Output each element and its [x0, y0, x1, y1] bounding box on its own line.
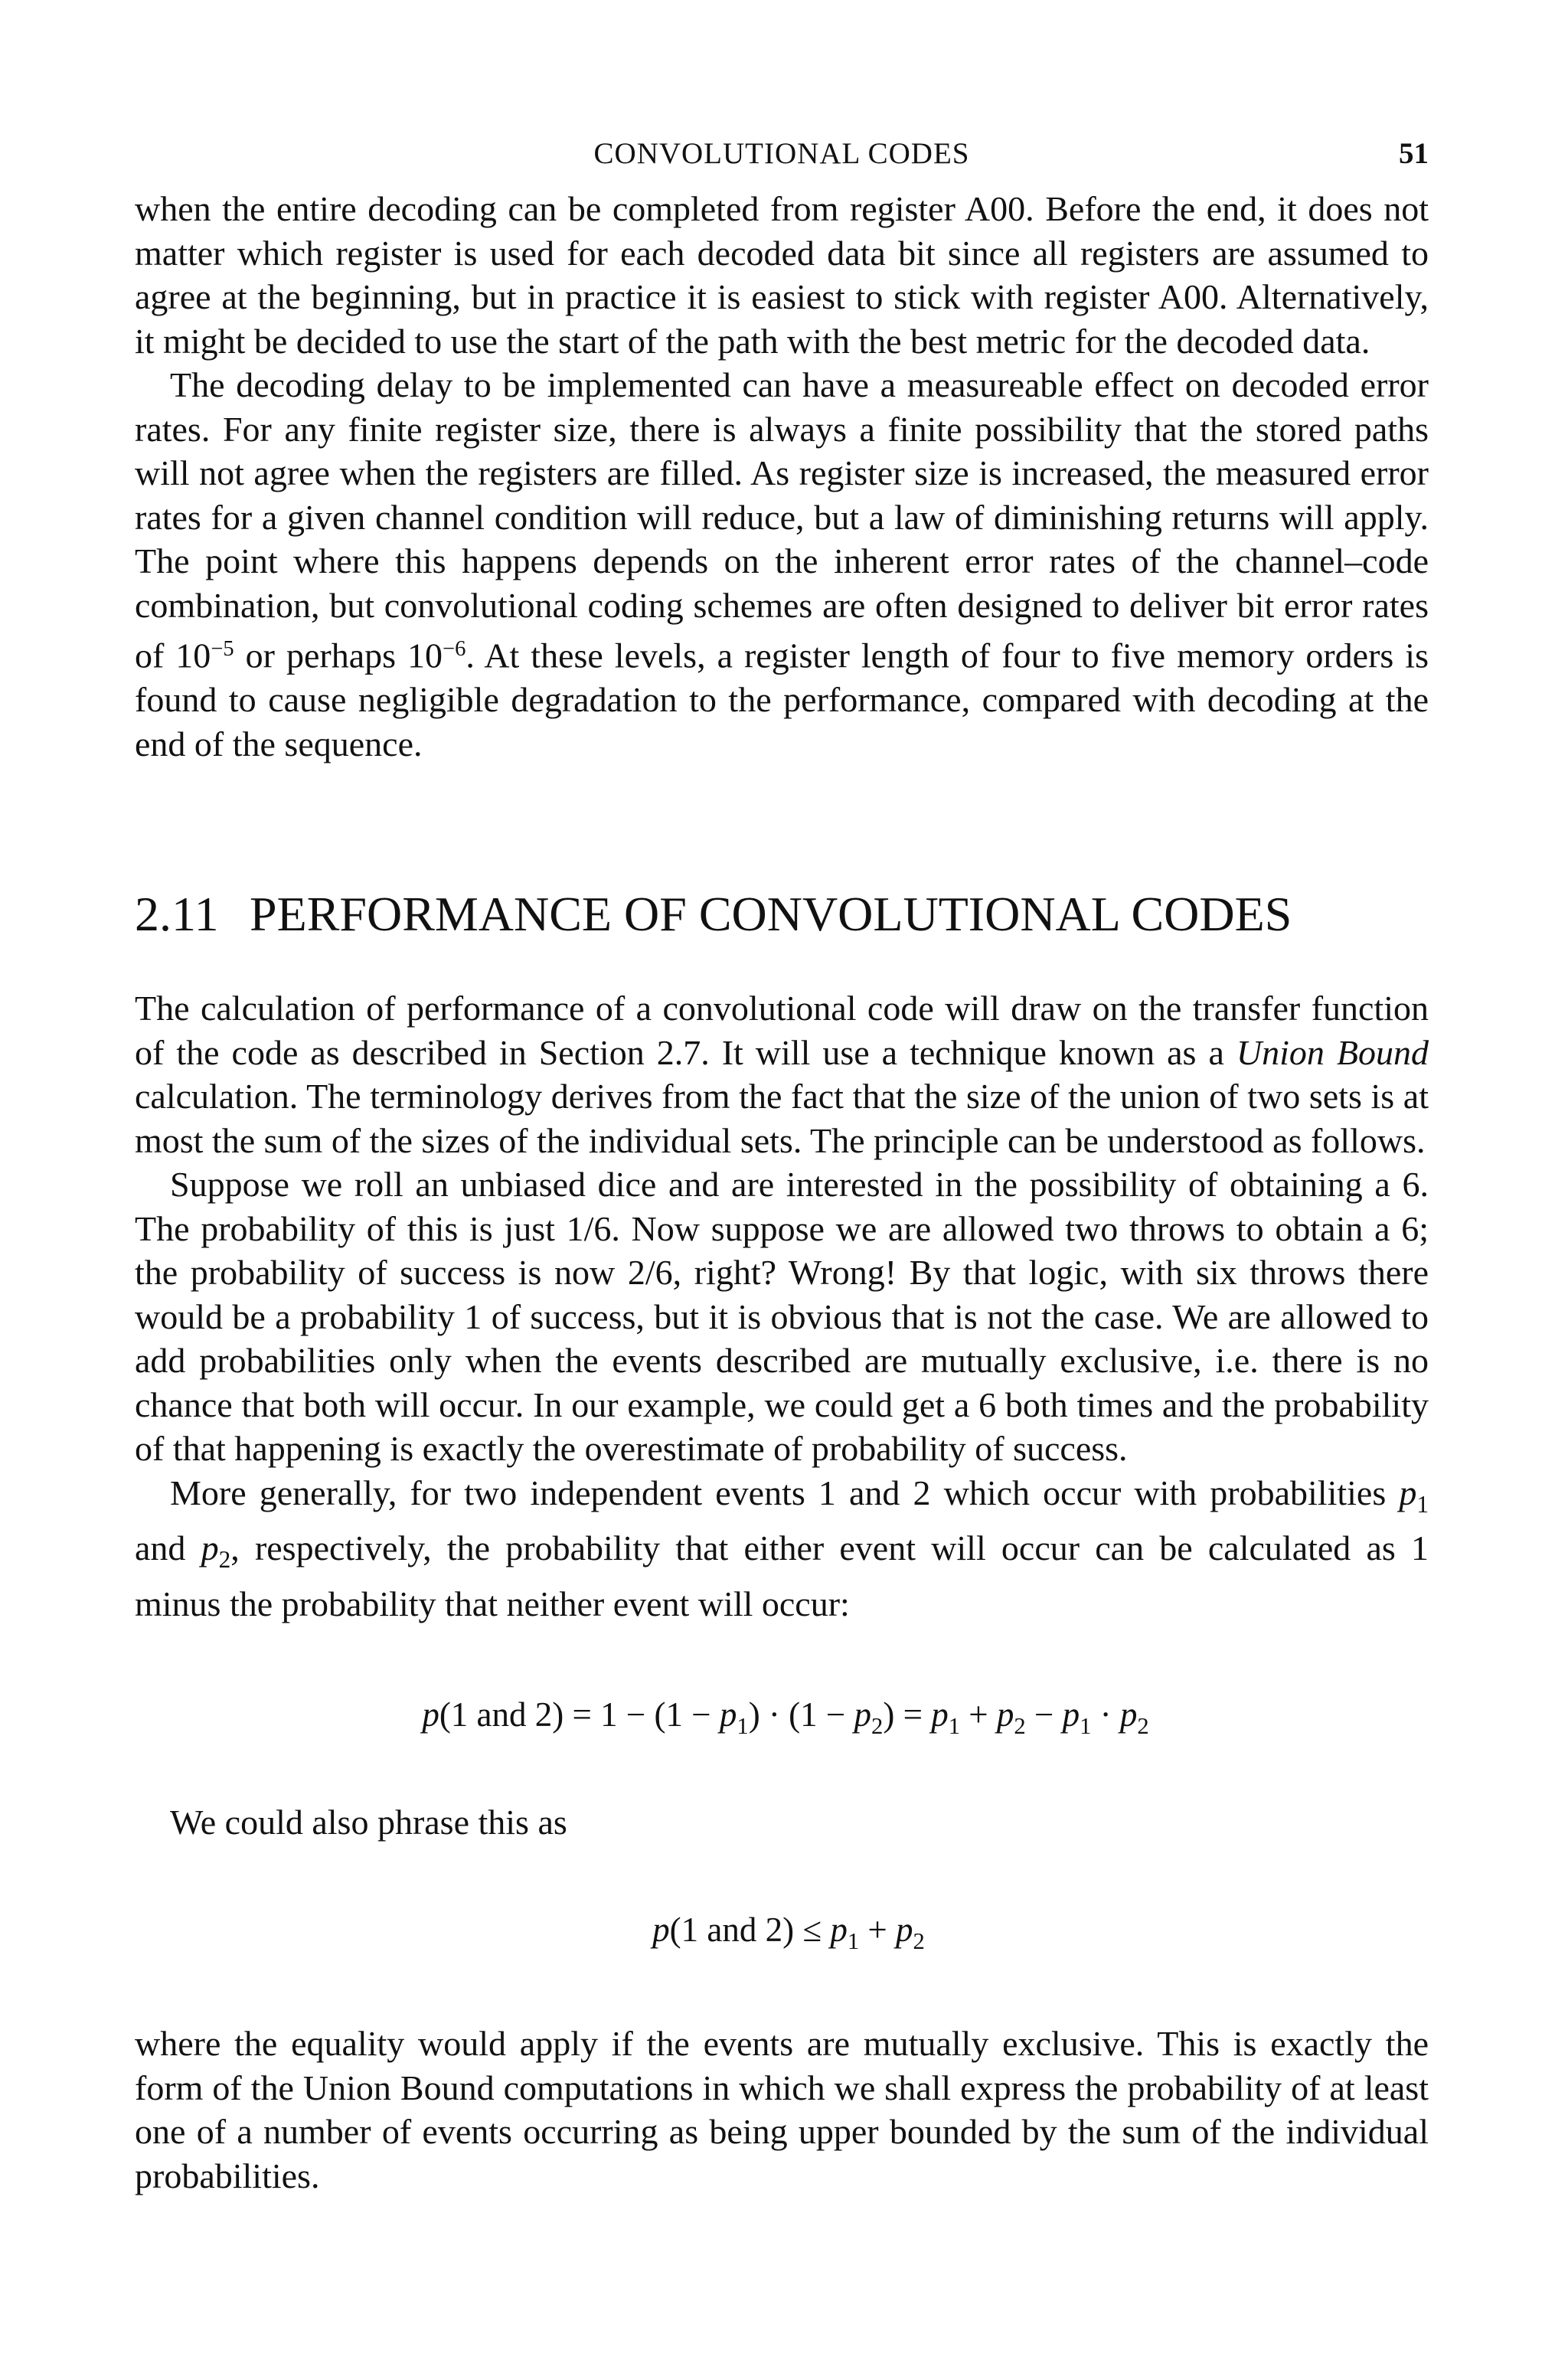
equation-operator: + — [859, 1911, 897, 1950]
equation-text: (1 and 2) ≤ — [669, 1911, 831, 1950]
math-variable: p — [931, 1695, 949, 1734]
math-variable: p — [1119, 1695, 1138, 1734]
math-variable: p — [896, 1911, 913, 1950]
paragraph-text: , respectively, the probability that either event will occur can be calculated as 1 minus the probability that neither event will occur: — [135, 1528, 1429, 1623]
math-subscript: 1 — [1416, 1490, 1429, 1518]
paragraph-independent-events — [135, 1471, 1429, 1626]
paragraph-text: calculation. The terminology derives from the fact that the size of the union of two sets is at most the sum of the sizes of the individual sets. The principle can be understood as follows. — [135, 1077, 1429, 1160]
exponent: −5 — [211, 637, 234, 661]
math-variable: p — [854, 1695, 872, 1734]
paragraph-dice-example: Suppose we roll an unbiased dice and are interested in the possibility of obtaining a 6. The probability of this is just 1/6. Now suppose we are allowed two throws to obtain a 6; the probability of success is now 2/6, right? Wrong! By that logic, with six throws there would be a probability 1 of success, but it is obvious that is not the case. We are allowed to add probabilities only when the events described are mutually exclusive, i.e. there is no chance that both will occur. In our example, we could get a 6 both times and the probability of that happening is exactly the overestimate of probability of success. — [135, 1165, 1429, 1469]
equation-operator: − — [1025, 1695, 1063, 1734]
equation-text: ) · (1 − — [748, 1695, 854, 1734]
exponent: −6 — [443, 637, 466, 661]
paragraph-text: and — [135, 1528, 201, 1568]
equation-operator: + — [960, 1695, 997, 1734]
math-variable: p — [422, 1695, 439, 1734]
section-number: 2.11 — [135, 887, 219, 942]
equation-text: ) = — [883, 1695, 932, 1734]
paragraph-text: . At these levels, a register length of four to five memory orders is found to cause negligible degradation to the performance, compared with decoding at the end of the sequence. — [135, 636, 1429, 763]
math-variable: p — [996, 1695, 1014, 1734]
math-variable: p — [652, 1911, 670, 1950]
math-variable: p — [1399, 1473, 1417, 1512]
equation-text: (1 and 2) = 1 − (1 − — [439, 1695, 720, 1734]
paragraph-text: The calculation of performance of a convolutional code will draw on the transfer function of the code as described in Section 2.7. It will use a technique known as a — [135, 989, 1429, 1072]
paragraph-union-bound-form: where the equality would apply if the events are mutually exclusive. This is exactly the form of the Union Bound computations in which we shall express the probability of at least one of a number of events occurring as being upper bounded by the sum of the individual probabilities. — [135, 2024, 1429, 2195]
math-variable: p — [719, 1695, 737, 1734]
math-variable: p — [1062, 1695, 1080, 1734]
paragraph-decoding-register: when the entire decoding can be completed from register A00. Before the end, it does not matter which register is used for each decoded data bit since all registers are assumed to agree at the beginning, but in practice it is easiest to stick with register A00. Alternatively, it might be decided to use the start of the path with the best metric for the decoded data. — [135, 189, 1429, 361]
math-subscript: 2 — [1137, 1712, 1149, 1739]
section-title: PERFORMANCE OF CONVOLUTIONAL CODES — [250, 887, 1292, 942]
equation-union-bound — [135, 1908, 1429, 1963]
equation-operator: · — [1091, 1695, 1120, 1734]
math-variable: p — [830, 1911, 848, 1950]
paragraph-union-bound-intro — [135, 986, 1429, 1162]
math-subscript: 2 — [218, 1546, 231, 1574]
math-subscript: 2 — [871, 1712, 884, 1739]
paragraph-text: More generally, for two independent events 1 and 2 which occur with probabilities — [170, 1473, 1400, 1512]
running-title: CONVOLUTIONAL CODES — [593, 137, 970, 170]
paragraph-text: or perhaps 10 — [234, 636, 443, 675]
math-subscript: 2 — [1014, 1712, 1026, 1739]
math-subscript: 1 — [737, 1712, 749, 1739]
section-heading — [135, 884, 1429, 945]
equation-either-event — [135, 1693, 1429, 1748]
paragraph-decoding-delay — [135, 363, 1429, 766]
math-subscript: 1 — [1080, 1712, 1092, 1739]
paragraph-text: The decoding delay to be implemented can have a measureable effect on decoded error rates. For any finite register size, there is always a finite possibility that the stored paths will not agree when the registers are filled. As register size is increased, the measured error rates for a given channel condition will reduce, but a law of diminishing returns will apply. The point where this happens depends on the inherent error rates of the channel–code combination, but convolutional coding schemes are often designed to deliver bit error rates of 10 — [135, 365, 1429, 675]
paragraph-phrase-line: We could also phrase this as — [170, 1802, 567, 1842]
math-variable: p — [201, 1528, 219, 1568]
math-subscript: 1 — [948, 1712, 960, 1739]
math-subscript: 1 — [847, 1928, 860, 1955]
section-spacer — [135, 766, 1429, 884]
running-head — [135, 123, 1429, 168]
emphasized-term: Union Bound — [1236, 1032, 1429, 1072]
book-page — [135, 123, 1429, 2198]
page-number: 51 — [1399, 137, 1429, 170]
math-subscript: 2 — [913, 1928, 925, 1955]
